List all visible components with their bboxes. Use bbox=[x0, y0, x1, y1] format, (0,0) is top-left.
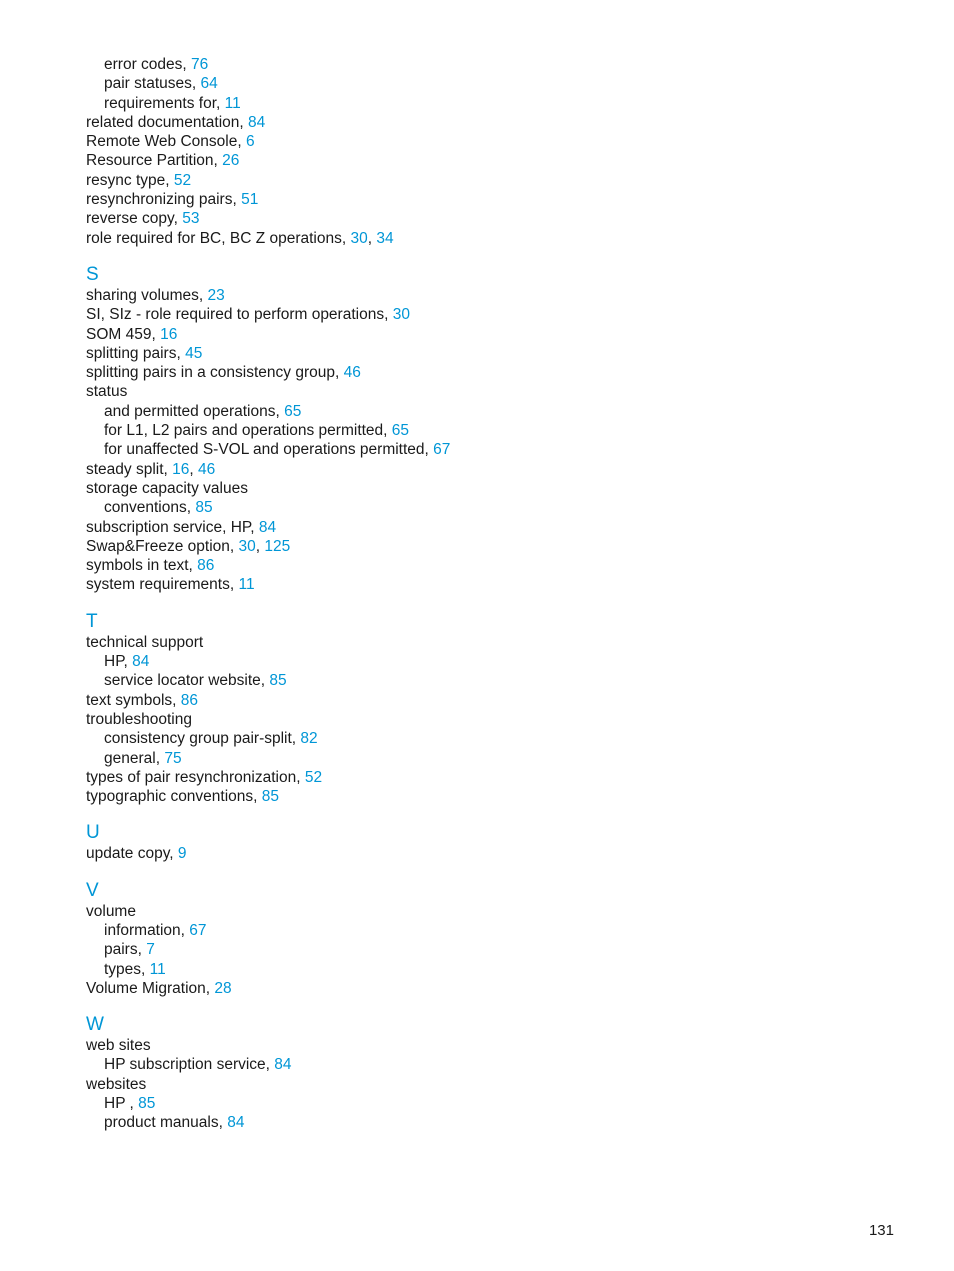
entry-text: service locator website, bbox=[104, 672, 270, 690]
page-link[interactable]: 30 bbox=[238, 537, 256, 555]
index-letter-heading: S bbox=[86, 263, 99, 285]
entry-text: for unaffected S-VOL and operations permitted, bbox=[104, 441, 434, 459]
index-entry bbox=[86, 286, 846, 305]
page-link[interactable]: 125 bbox=[264, 537, 291, 555]
entry-text: conventions, bbox=[104, 499, 196, 517]
index-entry bbox=[86, 518, 846, 537]
entry-text: for L1, L2 pairs and operations permitted, bbox=[104, 422, 392, 440]
entry-text: information, bbox=[104, 921, 190, 939]
index-subentry bbox=[86, 498, 846, 517]
page-link[interactable]: 52 bbox=[173, 171, 192, 189]
entry-text: SOM 459, bbox=[86, 325, 161, 343]
page-link[interactable]: 51 bbox=[241, 191, 259, 209]
entry-text: typographic conventions, bbox=[86, 788, 262, 806]
entry-text: HP , bbox=[104, 1095, 139, 1113]
page-link[interactable]: 16 bbox=[172, 460, 190, 478]
index-letter-heading: V bbox=[86, 879, 99, 901]
entry-text: Swap&Freeze option, bbox=[86, 537, 239, 555]
entry-text: text symbols, bbox=[86, 691, 181, 709]
page-link[interactable]: 85 bbox=[138, 1095, 156, 1113]
index-subentry bbox=[86, 921, 846, 940]
page-link[interactable]: 30 bbox=[392, 306, 410, 324]
entry-text: consistency group pair-split, bbox=[104, 730, 301, 748]
index-entry bbox=[86, 575, 846, 594]
page-separator: , bbox=[189, 460, 199, 478]
entry-text: related documentation, bbox=[86, 113, 248, 131]
index-entry bbox=[86, 190, 846, 209]
entry-text: and permitted operations, bbox=[104, 402, 285, 420]
index-entry bbox=[86, 479, 846, 498]
entry-text: status bbox=[86, 383, 128, 401]
entry-text: SI, SIz - role required to perform operations, bbox=[86, 306, 393, 324]
entry-text: update copy, bbox=[86, 845, 178, 863]
page-link[interactable]: 64 bbox=[200, 75, 218, 93]
index-subentry bbox=[86, 94, 846, 113]
entry-text: system requirements, bbox=[86, 576, 239, 594]
index-entry bbox=[86, 710, 846, 729]
index-entry bbox=[86, 132, 846, 151]
index-entry bbox=[86, 556, 846, 575]
index-entry bbox=[86, 633, 846, 652]
index-entry bbox=[86, 382, 846, 401]
entry-text: error codes, bbox=[104, 56, 192, 73]
page-link[interactable]: 46 bbox=[343, 364, 361, 382]
index-entry bbox=[86, 537, 846, 556]
entry-text: resync type, bbox=[86, 171, 174, 189]
entry-text: Volume Migration, bbox=[86, 979, 215, 997]
page-link[interactable]: 45 bbox=[185, 344, 203, 362]
index-entry bbox=[86, 979, 846, 998]
index-entry bbox=[86, 325, 846, 344]
index-subentry bbox=[86, 1113, 846, 1132]
index-subentry bbox=[86, 940, 846, 959]
page-link[interactable]: 53 bbox=[182, 210, 200, 228]
index-entry bbox=[86, 344, 846, 363]
index-entry bbox=[86, 902, 846, 921]
entry-text: web sites bbox=[86, 1037, 151, 1055]
page-link[interactable]: 11 bbox=[224, 94, 241, 112]
page-link[interactable]: 84 bbox=[248, 113, 266, 131]
entry-text: websites bbox=[86, 1075, 147, 1093]
page-link[interactable]: 65 bbox=[391, 422, 410, 440]
index-subentry bbox=[86, 749, 846, 768]
index-column bbox=[86, 55, 846, 1133]
index-letter-heading: W bbox=[86, 1014, 104, 1036]
index-subentry bbox=[86, 1094, 846, 1113]
entry-text: types, bbox=[104, 960, 150, 978]
index-entry bbox=[86, 691, 846, 710]
page-link[interactable]: 82 bbox=[300, 730, 318, 748]
entry-text: general, bbox=[104, 749, 165, 767]
index-subentry bbox=[86, 729, 846, 748]
page-link[interactable]: 11 bbox=[238, 576, 255, 594]
index-entry bbox=[86, 171, 846, 190]
page-link[interactable]: 85 bbox=[195, 499, 213, 517]
index-letter-heading: U bbox=[86, 822, 100, 844]
page-link[interactable]: 86 bbox=[197, 557, 215, 575]
page-link[interactable]: 34 bbox=[376, 229, 394, 247]
index-subentry bbox=[86, 671, 846, 690]
page-link[interactable]: 67 bbox=[189, 921, 207, 939]
entry-text: HP, bbox=[104, 653, 133, 671]
index-entry bbox=[86, 1075, 846, 1094]
index-entry bbox=[86, 305, 846, 324]
entry-text: product manuals, bbox=[104, 1114, 228, 1132]
entry-text: splitting pairs in a consistency group, bbox=[86, 364, 344, 382]
entry-text: subscription service, HP, bbox=[86, 518, 259, 536]
entry-text: symbols in text, bbox=[86, 557, 198, 575]
entry-text: splitting pairs, bbox=[86, 344, 186, 362]
entry-text: volume bbox=[86, 902, 136, 920]
page-link[interactable]: 28 bbox=[214, 979, 232, 997]
index-entry bbox=[86, 151, 846, 170]
index-entry bbox=[86, 113, 846, 132]
index-entry bbox=[86, 768, 846, 787]
entry-text: steady split, bbox=[86, 460, 173, 478]
entry-text: types of pair resynchronization, bbox=[86, 768, 305, 786]
page-separator: , bbox=[367, 229, 377, 247]
entry-text: sharing volumes, bbox=[86, 286, 208, 304]
page-separator: , bbox=[255, 537, 265, 555]
entry-text: Remote Web Console, bbox=[86, 133, 246, 151]
entry-text: storage capacity values bbox=[86, 479, 248, 497]
page-link[interactable]: 75 bbox=[164, 749, 182, 767]
page-link[interactable]: 65 bbox=[284, 402, 302, 420]
page-link[interactable]: 85 bbox=[269, 672, 287, 690]
page-link[interactable]: 67 bbox=[433, 441, 451, 459]
index-entry bbox=[86, 1036, 846, 1055]
page-link[interactable]: 46 bbox=[198, 460, 216, 478]
page-link[interactable]: 11 bbox=[149, 960, 166, 978]
page-link[interactable]: 84 bbox=[258, 518, 277, 536]
page-link[interactable]: 84 bbox=[227, 1114, 245, 1132]
index-entry bbox=[86, 363, 846, 382]
index-subentry bbox=[86, 74, 846, 93]
page-link[interactable]: 84 bbox=[132, 653, 150, 671]
entry-text: requirements for, bbox=[104, 94, 225, 112]
page-link[interactable]: 9 bbox=[177, 845, 187, 863]
entry-text: pairs, bbox=[104, 941, 147, 959]
page-link[interactable]: 30 bbox=[350, 229, 368, 247]
page-link[interactable]: 26 bbox=[222, 152, 240, 170]
entry-text: pair statuses, bbox=[104, 75, 201, 93]
page-link[interactable]: 52 bbox=[304, 768, 323, 786]
entry-text: troubleshooting bbox=[86, 710, 192, 728]
entry-text: HP subscription service, bbox=[104, 1056, 275, 1074]
index-subentry bbox=[86, 421, 846, 440]
entry-text: reverse copy, bbox=[86, 210, 183, 228]
index-subentry bbox=[86, 960, 846, 979]
page-link[interactable]: 16 bbox=[160, 325, 178, 343]
index-subentry bbox=[86, 55, 846, 74]
index-entry bbox=[86, 460, 846, 479]
page-link[interactable]: 23 bbox=[207, 286, 225, 304]
page-link[interactable]: 85 bbox=[261, 788, 280, 806]
index-entry bbox=[86, 229, 846, 248]
page-number: 131 bbox=[868, 1222, 894, 1239]
page-link[interactable]: 86 bbox=[180, 691, 198, 709]
index-subentry bbox=[86, 652, 846, 671]
page-link[interactable]: 84 bbox=[274, 1056, 292, 1074]
index-entry bbox=[86, 787, 846, 806]
entry-text: Resource Partition, bbox=[86, 152, 223, 170]
index-letter-heading: T bbox=[86, 610, 98, 632]
entry-text: role required for BC, BC Z operations, bbox=[86, 229, 351, 247]
page-link[interactable]: 7 bbox=[146, 941, 155, 959]
page-link[interactable]: 76 bbox=[191, 56, 209, 73]
index-entry bbox=[86, 844, 846, 863]
page-link[interactable]: 6 bbox=[245, 133, 255, 151]
entry-text: resynchronizing pairs, bbox=[86, 191, 242, 209]
index-subentry bbox=[86, 1055, 846, 1074]
index-entry bbox=[86, 209, 846, 228]
index-subentry bbox=[86, 440, 846, 459]
entry-text: technical support bbox=[86, 633, 204, 651]
index-subentry bbox=[86, 402, 846, 421]
